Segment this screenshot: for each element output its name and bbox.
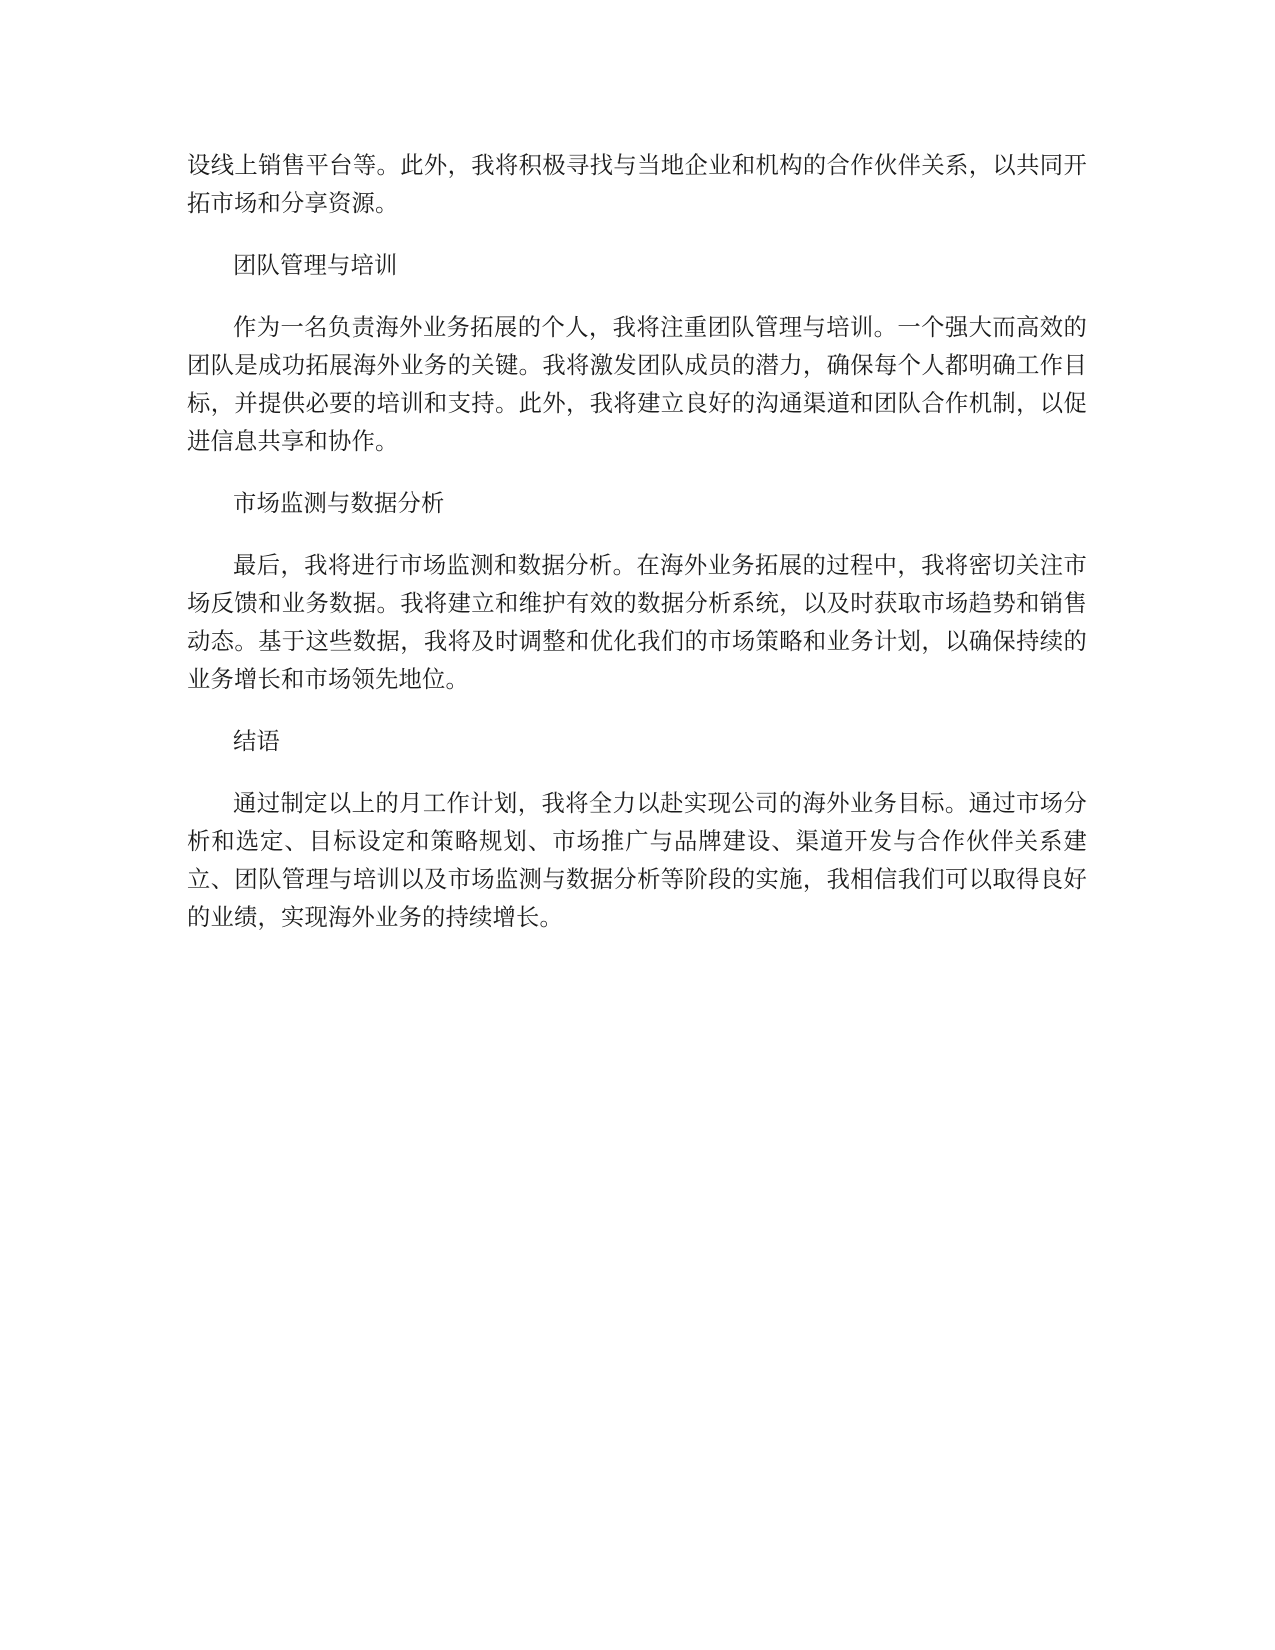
paragraph-continued: 设线上销售平台等。此外，我将积极寻找与当地企业和机构的合作伙伴关系，以共同开拓市场和分享资源。	[187, 152, 1087, 217]
paragraph-conclusion: 通过制定以上的月工作计划，我将全力以赴实现公司的海外业务目标。通过市场分析和选定、目标设定和策略规划、市场推广与品牌建设、渠道开发与合作伙伴关系建立、团队管理与培训以及市场监测与数据分析等阶段的实施，我相信我们可以取得良好的业绩，实现海外业务的持续增长。	[187, 790, 1087, 931]
paragraph-team-management: 作为一名负责海外业务拓展的个人，我将注重团队管理与培训。一个强大而高效的团队是成功拓展海外业务的关键。我将激发团队成员的潜力，确保每个人都明确工作目标，并提供必要的培训和支持。此外，我将建立良好的沟通渠道和团队合作机制，以促进信息共享和协作。	[187, 314, 1087, 455]
document-body	[187, 147, 1087, 961]
section-heading-market-monitoring: 市场监测与数据分析	[233, 490, 445, 517]
paragraph-market-monitoring: 最后，我将进行市场监测和数据分析。在海外业务拓展的过程中，我将密切关注市场反馈和业务数据。我将建立和维护有效的数据分析系统，以及时获取市场趋势和销售动态。基于这些数据，我将及时调整和优化我们的市场策略和业务计划，以确保持续的业务增长和市场领先地位。	[187, 552, 1087, 693]
section-heading-team-management: 团队管理与培训	[233, 252, 398, 279]
section-heading-conclusion: 结语	[233, 728, 280, 755]
